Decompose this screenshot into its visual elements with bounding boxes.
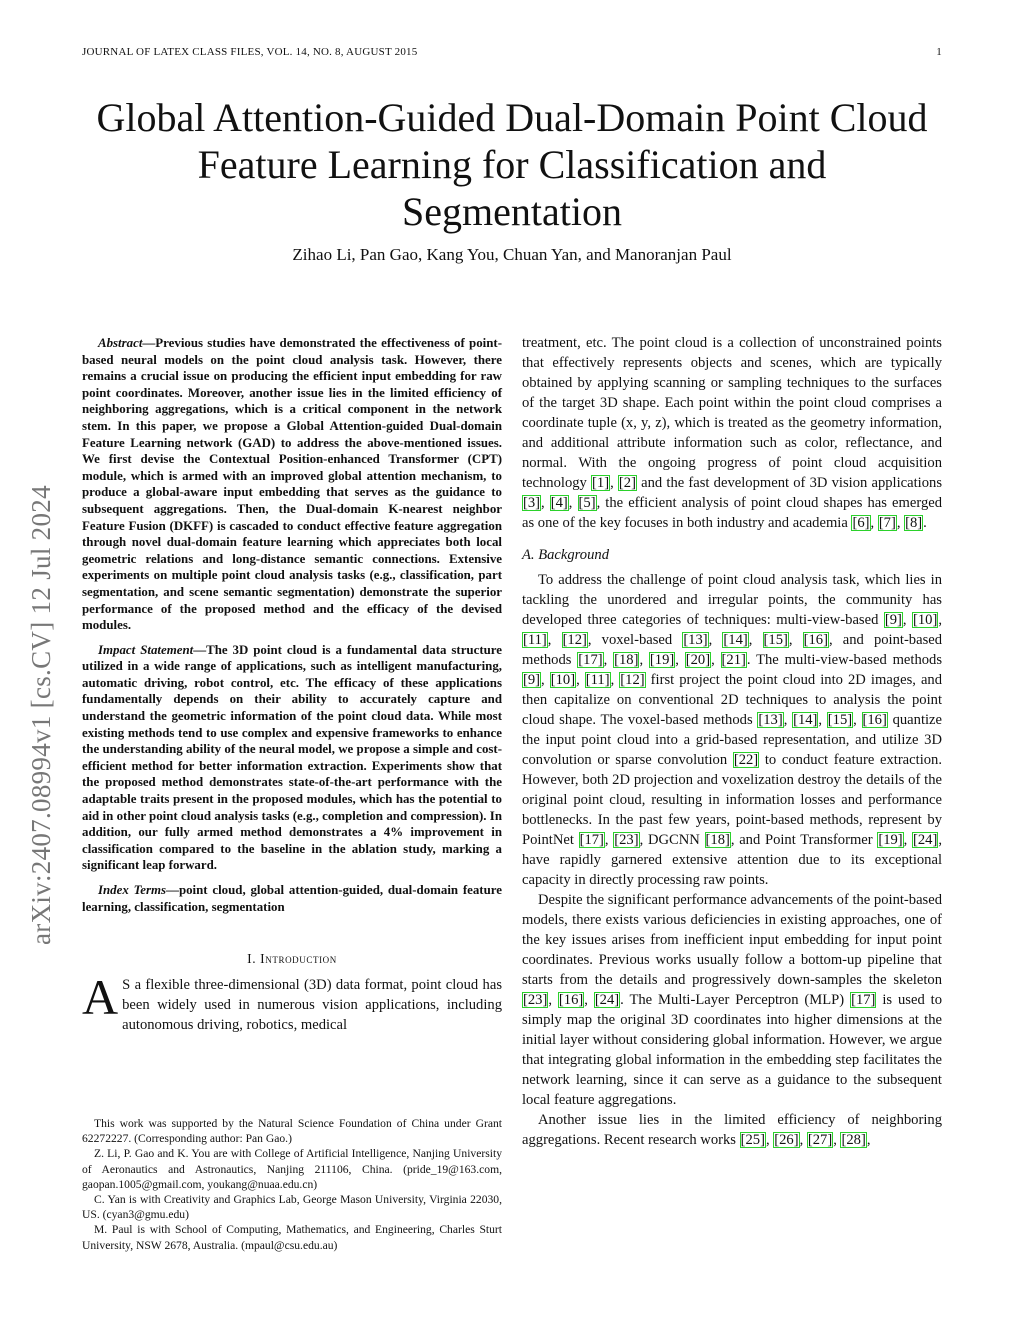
arxiv-identifier[interactable]: arXiv:2407.08994v1 [cs.CV] 12 Jul 2024 [26,485,56,945]
citation-link[interactable]: [14] [723,632,748,648]
citation-link[interactable]: [15] [827,712,853,728]
citation-link[interactable]: [17] [851,992,876,1008]
citation-link[interactable]: [23] [614,832,639,848]
citation-link[interactable]: [11] [585,672,610,688]
title-line: Feature Learning for Classification and [197,142,827,187]
citation-link[interactable]: [13] [758,712,783,728]
right-column [522,333,942,1150]
running-header [82,46,942,58]
citation-link[interactable]: [16] [803,632,828,648]
footnote: Z. Li, P. Gao and K. You are with College of Artificial Intelligence, Nanjing University of Aeronautics and Astronautics, Nanjing 211106, China. (pride_19@163.com, gaopan.1005@gmail.com, youkang@nuaa.edu.cn) [82,1147,502,1191]
citation-link[interactable]: [9] [884,612,902,628]
abstract-text: —Previous studies have demonstrated the effectiveness of point-based neural models on the point cloud analysis task. However, there remains a crucial issue on producing the efficient input embedding for raw point coordinates. Moreover, another issue lies in the limited efficiency of neighboring aggregations, which is a critical component in the network stem. In this paper, we propose a Global Attention-guided Dual-domain Feature Learning network (GAD) to address the above-mentioned issues. We first devise the Contextual Position-enhanced Transformer (CPT) module, which is armed with an improved global attention mechanism, to produce a global-aware input embedding that serves as the guidance to subsequent aggregations. Then, the Dual-domain K-nearest neighbor Feature Fusion (DKFF) is cascaded to conduct effective feature aggregation through novel dual-domain feature learning which appreciates both local geometric relations and long-distance semantic connections. Extensive experiments on multiple point cloud analysis tasks (e.g., classification, part segmentation, and scene semantic segmentation) demonstrate the superior performance of the proposed method and the efficacy of the devised modules. [82,336,502,633]
section-number: I. [247,951,257,967]
citation-link[interactable]: [10] [550,672,576,688]
citation-link[interactable]: [18] [705,832,730,848]
citation-link[interactable]: [7] [878,515,896,531]
citation-link[interactable]: [14] [793,712,818,728]
intro-text: S a flexible three-dimensional (3D) data format, point cloud has been widely used in numerous vision applications, including autonomous driving, robotics, medical [122,977,502,1034]
section-title: Introduction [260,951,337,967]
footnote: M. Paul is with School of Computing, Mathematics, and Engineering, Charles Sturt University, NSW 2678, Australia. (mpaul@csu.edu.au) [82,1223,502,1252]
page-number: 1 [936,46,942,58]
title-line: Global Attention-Guided Dual-Domain Point Cloud [96,95,928,140]
citation-link[interactable]: [19] [878,832,903,848]
drop-cap: A [82,969,119,1026]
citation-link[interactable]: [5] [578,495,596,511]
body-paragraph: Another issue lies in the limited efficiency of neighboring aggregations. Recent research works [25], [26], [27], [28], [522,1112,942,1148]
citation-link[interactable]: [24] [594,992,620,1008]
paper-title [60,94,964,235]
impact-statement [82,642,502,874]
citation-link[interactable]: [10] [913,612,938,628]
citation-link[interactable]: [8] [905,515,923,531]
citation-link[interactable]: [1] [592,475,610,491]
impact-label: Impact Statement [98,642,194,657]
index-terms-label: Index Terms [98,883,167,897]
citation-link[interactable]: [28] [841,1132,866,1148]
citation-link[interactable]: [23] [523,992,548,1008]
citation-link[interactable]: [20] [685,652,711,668]
citation-link[interactable]: [25] [740,1132,765,1148]
citation-link[interactable]: [21] [721,652,746,668]
body-paragraph: Despite the significant performance advancements of the point-based models, there exists various deficiencies in existing approaches, one of the key issues arises from inefficient input embedding for input point coordinates. Previous works usually follow a bottom-up pipeline that starts from the details and progressively down-samples the skeleton [23], [16], [24]. The Multi-Layer Perceptron (MLP) [17] is used to simply map the original 3D coordinates into higher dimensions at the initial layer without considering global information. However, we argue that integrating global information in the embedding step facilitates the network learning, since it can serve as a guidance to the subsequent local feature aggregations. [522,892,943,1108]
left-column [82,335,502,1035]
citation-link[interactable]: [13] [683,632,708,648]
citation-link[interactable]: [19] [649,652,675,668]
citation-link[interactable]: [15] [763,632,788,648]
footnotes [82,1116,502,1253]
citation-link[interactable]: [6] [852,515,870,531]
citation-link[interactable]: [17] [579,832,604,848]
citation-link[interactable]: [17] [578,652,603,668]
footnote: This work was supported by the Natural Science Foundation of China under Grant 62272227. (Corresponding author: Pan Gao.) [82,1117,502,1146]
citation-link[interactable]: [16] [558,992,584,1008]
section-heading [82,951,502,967]
citation-link[interactable]: [3] [523,495,541,511]
citation-link[interactable]: [26] [774,1132,799,1148]
citation-link[interactable]: [18] [614,652,639,668]
title-line: Segmentation [402,189,622,234]
citation-link[interactable]: [12] [620,672,645,688]
citation-link[interactable]: [22] [733,752,759,768]
citation-link[interactable]: [12] [562,632,587,648]
abstract [82,335,502,634]
citation-link[interactable]: [11] [523,632,547,648]
subsection-heading: A. Background [522,547,609,563]
citation-link[interactable]: [2] [618,475,636,491]
journal-name: JOURNAL OF LATEX CLASS FILES, VOL. 14, NO. 8, AUGUST 2015 [82,46,418,58]
index-terms-text: —point cloud, global attention-guided, dual-domain feature learning, classification, segmentation [82,883,502,914]
body-paragraph: To address the challenge of point cloud analysis task, which lies in tackling the unordered and irregular points, the community has developed three categories of techniques: multi-view-based [9], [10], [11], [12], voxel-based [13], [14], [15], [16], and point-based methods [17], [18], [19], [20], [21]. The multi-view-based methods [9], [10], [11], [12] first project the point cloud into 2D images, and then capitalize on conventional 2D techniques to analysis the point cloud shape. The voxel-based methods [13], [14], [15], [16] quantize the input point cloud into a grid-based representation, and utilize 3D convolution or sparse convolution [22] to conduct feature extraction. However, both 2D projection and voxelization destroy the details of the original point cloud, resulting in information losses and performance bottlenecks. In the past few years, point-based methods, represent by PointNet [17], [23], DGCNN [18], and Point Transformer [19], [24], have rapidly garnered extensive attention due to its exceptional capacity in directly processing raw points. [522,572,943,888]
abstract-label: Abstract [98,336,143,350]
citation-link[interactable]: [24] [913,832,938,848]
impact-text: —The 3D point cloud is a fundamental data structure utilized in a wide range of applications, such as intelligent manufacturing, automatic driving, robot control, etc. The efficacy of these applications fundamentally depends on their ability to accurately capture and understand the geometric information of the point cloud data. While most existing methods tend to use complex and expensive frameworks to enhance the understanding ability of the neural model, we propose a simple and cost-efficient method for better information extraction. Experiments show that the proposed method demonstrates state-of-the-art performance with the adaptable traits present in the proposed modules, which has the potential to aid in other point cloud analysis tasks (e.g., completion and compression). In addition, our fully armed method demonstrates a 4% improvement in classification compared to the baseline in the ablation study, marking a significant leap forward. [82,642,502,873]
footnote: C. Yan is with Creativity and Graphics Lab, George Mason University, Virginia 22030, US. (cyan3@gmu.edu) [82,1193,502,1222]
citation-link[interactable]: [9] [523,672,541,688]
author-list: Zihao Li, Pan Gao, Kang You, Chuan Yan, and Manoranjan Paul [292,245,732,264]
index-terms [82,882,502,915]
citation-link[interactable]: [4] [550,495,568,511]
citation-link[interactable]: [16] [862,712,887,728]
body-paragraph: treatment, etc. The point cloud is a collection of unconstrained points that effectively represents objects and scenes, which are typically obtained by applying scanning or sampling techniques to the surfaces of the target 3D shape. Each point within the point cloud comprises a coordinate tuple (x, y, z), which is treated as the geometry information, and additional attribute information such as color, reflectance, and normal. With the ongoing progress of point cloud acquisition technology [1], [2] and the fast development of 3D vision applications [3], [4], [5], the efficient analysis of point cloud shapes has emerged as one of the key focuses in both industry and academia [6], [7], [8]. [522,335,943,531]
citation-link[interactable]: [27] [807,1132,833,1148]
intro-paragraph [82,969,502,1035]
